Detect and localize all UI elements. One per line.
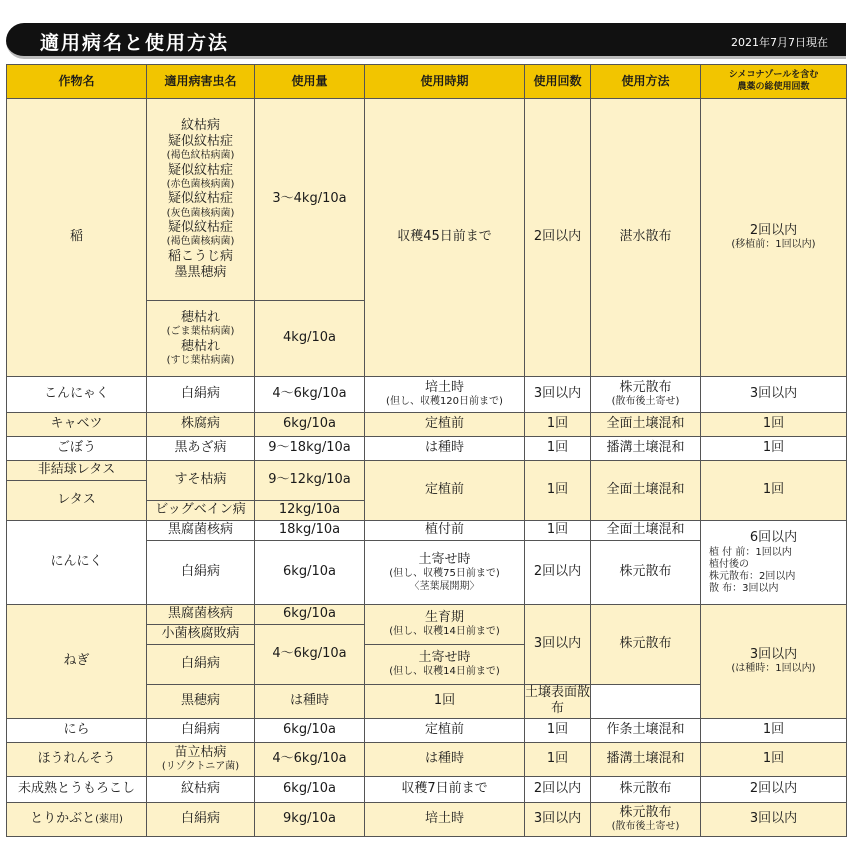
table-row (7, 461, 847, 481)
method-cell: 株元散布 (591, 605, 701, 685)
amount-cell: 6kg/10a (255, 605, 365, 625)
date-label: 2021年7月7日現在 (731, 36, 828, 49)
crop-cell: レタス (7, 481, 147, 521)
amount-cell: 4kg/10a (255, 301, 365, 377)
table-row (7, 99, 847, 301)
crop-cell: キャベツ (7, 413, 147, 437)
method-cell: 全面土壌混和 (591, 521, 701, 541)
method-cell: 播溝土壌混和 (591, 742, 701, 776)
disease-cell: 穂枯れ (ごま葉枯病菌) 穂枯れ (すじ葉枯病菌) (147, 301, 255, 377)
col-amount: 使用量 (255, 65, 365, 99)
usage-table (6, 64, 847, 837)
count-cell: 1回 (365, 685, 525, 719)
method-cell: 全面土壌混和 (591, 461, 701, 521)
crop-cell: 稲 (7, 99, 147, 377)
crop-cell: にら (7, 718, 147, 742)
disease-cell: 白絹病 (147, 802, 255, 836)
col-crop: 作物名 (7, 65, 147, 99)
count-cell: 1回 (525, 437, 591, 461)
disease-cell: 黒穂病 (147, 685, 255, 719)
table-row (7, 802, 847, 836)
title-bar (6, 23, 846, 59)
disease-cell: 紋枯病 (147, 776, 255, 802)
table-row (7, 413, 847, 437)
timing-cell: 生育期 (但し、収穫14日前まで) (365, 605, 525, 645)
amount-cell: 6kg/10a (255, 413, 365, 437)
count-cell: 2回以内 (525, 776, 591, 802)
timing-cell: 培土時 (但し、収穫120日前まで) (365, 377, 525, 413)
timing-cell: 定植前 (365, 718, 525, 742)
amount-cell: 6kg/10a (255, 718, 365, 742)
timing-cell: は種時 (365, 742, 525, 776)
count-cell: 1回 (525, 413, 591, 437)
count-cell: 3回以内 (525, 377, 591, 413)
col-timing: 使用時期 (365, 65, 525, 99)
disease-cell: 紋枯病 疑似紋枯症 (褐色紋枯病菌) 疑似紋枯症 (赤色菌核病菌) 疑似紋枯症 (灰色菌核病菌) 疑似紋枯症 (褐色菌核病菌) 稲こうじ病 墨黒穂病 (147, 99, 255, 301)
amount-cell: 4～6kg/10a (255, 625, 365, 685)
total-cell: 1回 (701, 742, 847, 776)
method-cell: 株元散布 (591, 776, 701, 802)
count-cell: 1回 (525, 718, 591, 742)
crop-cell: にんにく (7, 521, 147, 605)
count-cell: 3回以内 (525, 802, 591, 836)
timing-cell: は種時 (255, 685, 365, 719)
disease-cell: 白絹病 (147, 718, 255, 742)
total-cell: 3回以内 (701, 377, 847, 413)
timing-cell: は種時 (365, 437, 525, 461)
amount-cell: 4～6kg/10a (255, 742, 365, 776)
count-cell: 1回 (525, 461, 591, 521)
crop-cell: こんにゃく (7, 377, 147, 413)
page-title: 適用病名と使用方法 (40, 32, 230, 54)
table-row (7, 605, 847, 625)
method-cell: 株元散布 (散布後土寄せ) (591, 802, 701, 836)
timing-cell: 収穫45日前まで (365, 99, 525, 377)
disease-cell: 白絹病 (147, 645, 255, 685)
total-cell: 1回 (701, 461, 847, 521)
col-method: 使用方法 (591, 65, 701, 99)
amount-cell: 3～4kg/10a (255, 99, 365, 301)
crop-cell: 非結球レタス (7, 461, 147, 481)
count-cell: 1回 (525, 521, 591, 541)
disease-cell: 黒腐菌核病 (147, 521, 255, 541)
table-row (7, 521, 847, 541)
total-cell: 1回 (701, 718, 847, 742)
amount-cell: 9kg/10a (255, 802, 365, 836)
count-cell: 1回 (525, 742, 591, 776)
timing-cell: 定植前 (365, 413, 525, 437)
total-cell: 1回 (701, 437, 847, 461)
table-row (7, 742, 847, 776)
count-cell: 2回以内 (525, 99, 591, 377)
method-cell: 作条土壌混和 (591, 718, 701, 742)
total-cell: 3回以内 (は種時：1回以内) (701, 605, 847, 719)
disease-cell: 白絹病 (147, 377, 255, 413)
timing-cell: 植付前 (365, 521, 525, 541)
table-row (7, 377, 847, 413)
total-cell: 3回以内 (701, 802, 847, 836)
total-cell: 2回以内 (移植前：1回以内) (701, 99, 847, 377)
disease-cell: 苗立枯病 (リゾクトニア菌) (147, 742, 255, 776)
amount-cell: 18kg/10a (255, 521, 365, 541)
disease-cell: 白絹病 (147, 541, 255, 605)
total-cell: 2回以内 (701, 776, 847, 802)
crop-cell: 未成熟とうもろこし (7, 776, 147, 802)
total-cell: 6回以内 植 付 前：1回以内 植付後の 株元散布：2回以内 散 布：3回以内 (701, 521, 847, 605)
method-cell: 株元散布 (散布後土寄せ) (591, 377, 701, 413)
method-cell: 全面土壌混和 (591, 413, 701, 437)
crop-cell: ねぎ (7, 605, 147, 719)
crop-cell: ごぼう (7, 437, 147, 461)
timing-cell: 土寄せ時 (但し、収穫75日前まで) 〈茎葉展開期〉 (365, 541, 525, 605)
method-cell: 土壌表面散布 (525, 685, 591, 717)
col-total: シメコナゾールを含む 農薬の総使用回数 (701, 65, 847, 99)
table-row (7, 718, 847, 742)
amount-cell: 4～6kg/10a (255, 377, 365, 413)
table-row (7, 776, 847, 802)
header-row (7, 65, 847, 99)
total-cell: 1回 (701, 413, 847, 437)
disease-cell: すそ枯病 (147, 461, 255, 501)
col-disease: 適用病害虫名 (147, 65, 255, 99)
method-cell: 湛水散布 (591, 99, 701, 377)
amount-cell: 12kg/10a (255, 501, 365, 521)
count-cell: 2回以内 (525, 541, 591, 605)
disease-cell: ビッグベイン病 (147, 501, 255, 521)
method-cell: 播溝土壌混和 (591, 437, 701, 461)
disease-cell: 株腐病 (147, 413, 255, 437)
timing-cell: 収穫7日前まで (365, 776, 525, 802)
count-cell: 3回以内 (525, 605, 591, 685)
amount-cell: 9～12kg/10a (255, 461, 365, 501)
disease-cell: 黒腐菌核病 (147, 605, 255, 625)
amount-cell: 9～18kg/10a (255, 437, 365, 461)
timing-cell: 培土時 (365, 802, 525, 836)
timing-cell: 定植前 (365, 461, 525, 521)
disease-cell: 黒あざ病 (147, 437, 255, 461)
crop-cell: とりかぶと(薬用) (7, 802, 147, 836)
table-row (7, 437, 847, 461)
disease-cell: 小菌核腐敗病 (147, 625, 255, 645)
crop-cell: ほうれんそう (7, 742, 147, 776)
amount-cell: 6kg/10a (255, 541, 365, 605)
method-cell: 株元散布 (591, 541, 701, 605)
amount-cell: 6kg/10a (255, 776, 365, 802)
timing-cell: 土寄せ時 (但し、収穫14日前まで) (365, 645, 525, 685)
col-count: 使用回数 (525, 65, 591, 99)
